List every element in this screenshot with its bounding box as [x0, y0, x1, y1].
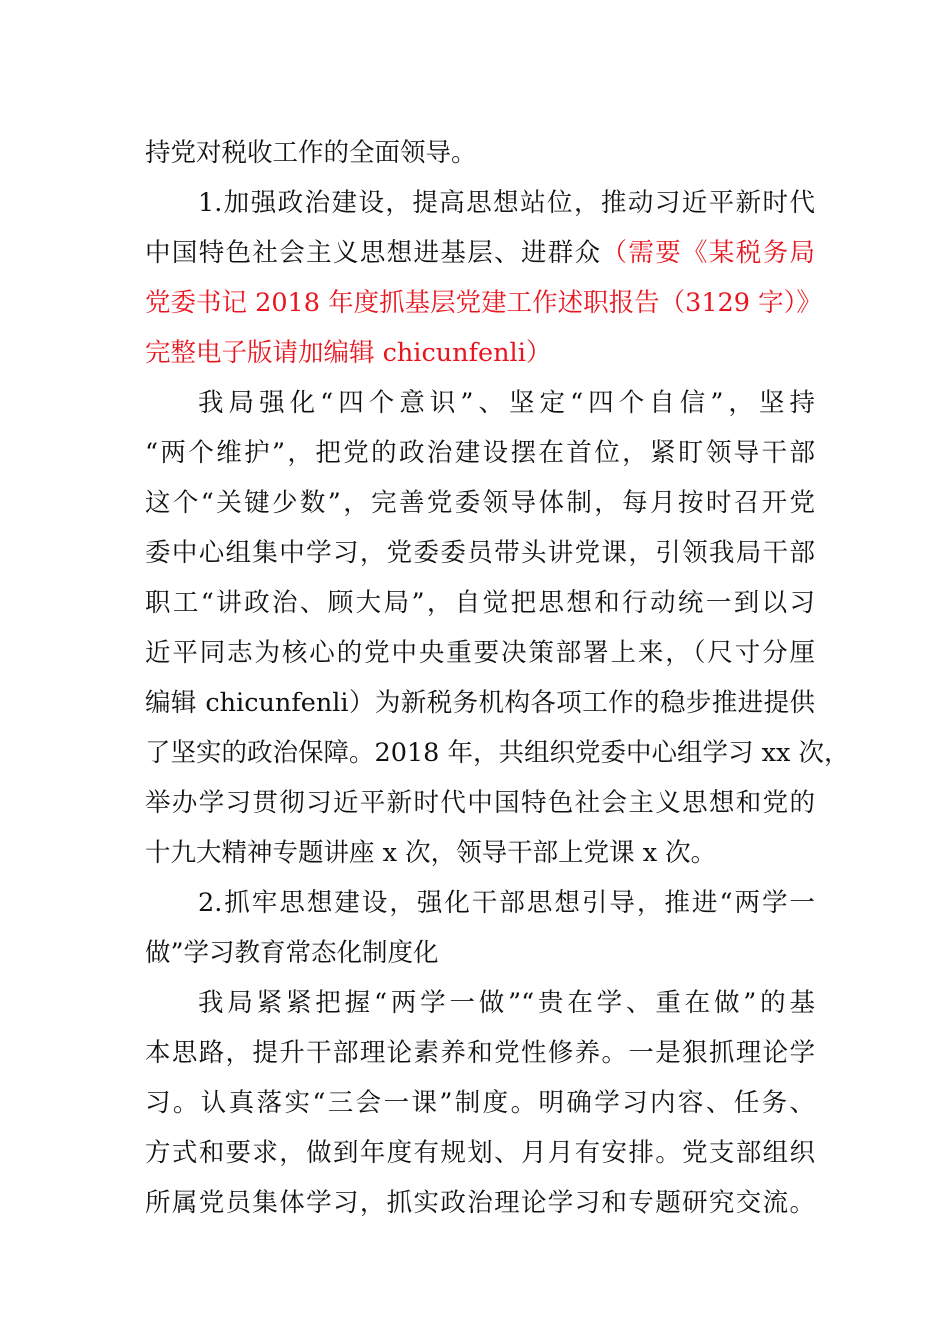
text-line: [198, 383, 815, 423]
text-line: [145, 533, 815, 573]
red-note-text: 完整电子版请加编辑 chicunfenli）: [145, 338, 552, 368]
text-line: [145, 583, 815, 623]
text-line: [145, 1083, 815, 1123]
section-heading-line: [145, 233, 815, 273]
text-segment: 举办学习贯彻习近平新时代中国特色社会主义思想和党的: [145, 788, 815, 818]
text-line: [145, 683, 815, 723]
text-line: [145, 483, 815, 523]
text-line: [145, 783, 815, 823]
section-heading-line: [198, 183, 815, 223]
text-segment: 做”学习教育常态化制度化: [145, 938, 439, 968]
text-line: [145, 133, 815, 173]
text-segment: 编辑 chicunfenli）为新税务机构各项工作的稳步推进提供: [145, 688, 815, 718]
text-segment: 这个“关键少数”，完善党委领导体制，每月按时召开党: [145, 488, 815, 518]
section-heading-line: [198, 883, 815, 923]
text-segment: 方式和要求，做到年度有规划、月月有安排。党支部组织: [145, 1138, 815, 1168]
text-segment: 1.加强政治建设，提高思想站位，推动习近平新时代: [198, 188, 815, 218]
text-segment: 职工“讲政治、顾大局”，自觉把思想和行动统一到以习: [145, 588, 815, 618]
text-segment: 中国特色社会主义思想进基层、进群众: [145, 238, 602, 268]
text-segment: 我局紧紧把握“两学一做”“贵在学、重在做”的基: [198, 988, 815, 1018]
text-segment: “两个维护”，把党的政治建设摆在首位，紧盯领导干部: [145, 438, 815, 468]
text-segment: 近平同志为核心的党中央重要决策部署上来，（尺寸分厘: [145, 638, 815, 668]
text-line: [145, 633, 815, 673]
text-segment: 我局强化“四个意识”、坚定“四个自信”，坚持: [198, 388, 815, 418]
text-line: [198, 983, 815, 1023]
text-line: [145, 1133, 815, 1173]
text-segment: 十九大精神专题讲座 x 次，领导干部上党课 x 次。: [145, 838, 717, 868]
text-line: [145, 733, 850, 773]
red-note-text: 党委书记 2018 年度抓基层党建工作述职报告（3129 字）》: [145, 288, 822, 318]
text-line: [145, 1183, 815, 1223]
text-segment: 了坚实的政治保障。2018 年，共组织党委中心组学习 xx 次，: [145, 738, 850, 768]
text-segment: 所属党员集体学习，抓实政治理论学习和专题研究交流。: [145, 1188, 815, 1218]
text-line: [145, 833, 815, 873]
text-segment: 持党对税收工作的全面领导。: [145, 138, 477, 168]
red-note-line: [145, 283, 822, 323]
section-heading-line: [145, 933, 815, 973]
text-line: [145, 1033, 815, 1073]
text-segment: 习。认真落实“三会一课”制度。明确学习内容、任务、: [145, 1088, 815, 1118]
text-segment: 本思路，提升干部理论素养和党性修养。一是狠抓理论学: [145, 1038, 815, 1068]
text-line: [145, 433, 815, 473]
red-note-text: （需要《某税务局: [601, 238, 815, 268]
text-segment: 2.抓牢思想建设，强化干部思想引导，推进“两学一: [198, 888, 815, 918]
red-note-line: [145, 333, 815, 373]
text-segment: 委中心组集中学习，党委委员带头讲党课，引领我局干部: [145, 538, 815, 568]
